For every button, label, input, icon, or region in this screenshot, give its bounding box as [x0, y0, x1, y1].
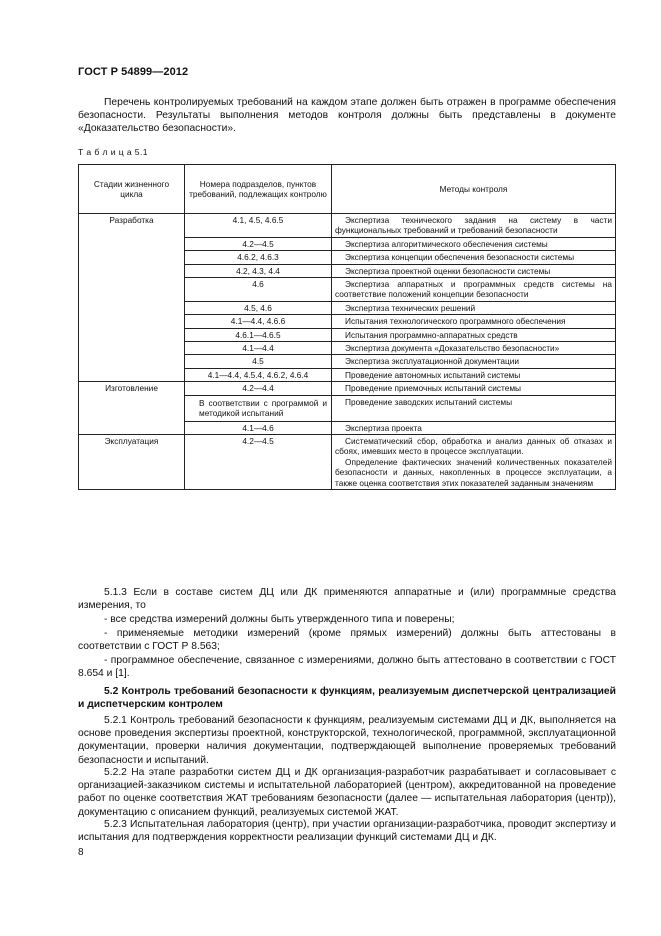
method-cell [332, 355, 616, 368]
stage-cell [79, 278, 185, 302]
page-number: 8 [78, 847, 84, 858]
items-cell: 4.1—4.4 [185, 342, 332, 355]
stage-cell [79, 251, 185, 264]
table-row [79, 301, 616, 314]
items-cell: 4.1—4.4, 4.6.6 [185, 315, 332, 328]
stage-cell [79, 342, 185, 355]
table-row [79, 278, 616, 302]
section-5-2-title: 5.2 Контроль требований безопасности к функциям, реализуемым диспетчерской централизацией и диспетчерским контролем [78, 686, 616, 711]
paragraph-5-2-2: 5.2.2 На этапе разработки систем ДЦ и ДК организация-разработчик разрабатывает и согласовывает с организацией-заказчиком системы и испытательной лабораторией (центром), аккредитованной на проведение работ по оценке соответствия ЖАТ требованиям безопасности (далее — испытательная лаборатория (центр)), документацию с описанием функций, реализуемых системой ЖАТ. [78, 767, 616, 818]
table-row [79, 315, 616, 328]
paragraph-5-2-3: 5.2.3 Испытательная лаборатория (центр), при участии организации-разработчика, проводит экспертизу и испытания для подтверждения корректности реализации функций системами ДЦ и ДК. [78, 819, 616, 844]
stage-cell [79, 368, 185, 381]
bullet-measurement-methods: - применяемые методики измерений (кроме прямых измерений) должны быть аттестованы в соответствии с ГОСТ Р 8.563; [78, 628, 616, 653]
stage-cell: Эксплуатация [79, 434, 185, 489]
stage-cell [79, 237, 185, 250]
items-cell: 4.5, 4.6 [185, 301, 332, 314]
items-cell: 4.1, 4.5, 4.6.5 [185, 214, 332, 238]
items-cell: 4.2—4.4 [185, 382, 332, 395]
method-cell [332, 264, 616, 277]
method-text: Экспертиза алгоритмического обеспечения системы [345, 238, 548, 249]
method-text: Экспертиза технического задания на систему в части функциональных требований и требований безопасности [335, 215, 612, 236]
table-row [79, 342, 616, 355]
stage-cell [79, 395, 185, 421]
table-row [79, 214, 616, 238]
table-row [79, 421, 616, 434]
paragraph-5-2-1: 5.2.1 Контроль требований безопасности к функциям, реализуемым системами ДЦ и ДК, выполняется на основе проведения экспертизы проектной, конструкторской, технологической, программной, эксплуатационной документации, проверки наличия документации, подтверждающей выполнение проверяемых требований безопасности и испытаний. [78, 715, 616, 766]
method-text: Экспертиза эксплуатационной документации [345, 356, 519, 367]
method-text: Экспертиза концепции обеспечения безопасности системы [345, 252, 575, 263]
table-row [79, 368, 616, 381]
table-row [79, 237, 616, 250]
method-text: Проведение приемочных испытаний системы [345, 383, 521, 394]
intro-paragraph: Перечень контролируемых требований на каждом этапе должен быть отражен в программе обеспечения безопасности. Результаты выполнения методов контроля должны быть представлены в документе «Доказательство безопасности». [78, 97, 616, 135]
items-cell: 4.6.1—4.6.5 [185, 328, 332, 341]
method-text: Испытания программно-аппаратных средств [345, 329, 518, 340]
method-cell [332, 382, 616, 395]
table-row [79, 355, 616, 368]
header-items: Номера подразделов, пунктов требований, подлежащих контролю [185, 165, 332, 214]
method-cell [332, 368, 616, 381]
stage-cell [79, 264, 185, 277]
method-text: Экспертиза проекта [345, 422, 422, 433]
method-cell [332, 421, 616, 434]
items-cell: 4.5 [185, 355, 332, 368]
method-text: Экспертиза проектной оценки безопасности системы [345, 265, 551, 276]
table-caption: Т а б л и ц а 5.1 [78, 147, 148, 157]
items-cell: 4.2—4.5 [185, 237, 332, 250]
requirements-table [78, 164, 616, 490]
stage-cell: Разработка [79, 214, 185, 238]
table-row [79, 382, 616, 395]
method-cell [332, 251, 616, 264]
method-cell [332, 342, 616, 355]
stage-cell [79, 315, 185, 328]
table-row [79, 328, 616, 341]
items-cell: 4.6.2, 4.6.3 [185, 251, 332, 264]
method-cell [332, 315, 616, 328]
method-text: Систематический сбор, обработка и анализ данных об отказах и сбоях, имевших место в процессе эксплуатации. [335, 435, 612, 457]
method-cell [332, 301, 616, 314]
stage-cell [79, 301, 185, 314]
method-cell [332, 278, 616, 302]
method-cell [332, 237, 616, 250]
header-stage: Стадии жизненного цикла [79, 165, 185, 214]
items-cell: 4.2, 4.3, 4.4 [185, 264, 332, 277]
method-text: Проведение заводских испытаний системы [345, 396, 513, 407]
method-cell [332, 328, 616, 341]
method-text-continued: Определение фактических значений количественных показателей безопасности и данных, накопленных в процессе эксплуатации, а также оценка соответствия этих показателей заданным значениям [335, 456, 612, 488]
stage-cell: Изготовление [79, 382, 185, 395]
table-row [79, 264, 616, 277]
method-text: Экспертиза документа «Доказательство безопасности» [345, 343, 560, 354]
bullet-measuring-instruments: - все средства измерений должны быть утвержденного типа и поверены; [104, 614, 455, 625]
method-cell [332, 395, 616, 421]
table-row [79, 251, 616, 264]
items-cell: 4.2—4.5 [185, 434, 332, 489]
header-methods: Методы контроля [332, 165, 616, 214]
table-row [79, 434, 616, 489]
method-text: Экспертиза аппаратных и программных средств системы на соответствие положений концепции безопасности [335, 279, 612, 300]
items-cell: 4.1—4.4, 4.5.4, 4.6.2, 4.6.4 [185, 368, 332, 381]
items-cell: 4.1—4.6 [185, 421, 332, 434]
bullet-software: - программное обеспечение, связанное с измерениями, должно быть аттестовано в соответствии с ГОСТ 8.654 и [1]. [78, 655, 616, 680]
stage-cell [79, 355, 185, 368]
stage-cell [79, 421, 185, 434]
paragraph-5-1-3: 5.1.3 Если в составе систем ДЦ или ДК применяются аппаратные и (или) программные средства измерения, то [78, 587, 616, 612]
stage-cell [79, 328, 185, 341]
document-header: ГОСТ Р 54899—2012 [78, 66, 189, 78]
items-cell: 4.6 [185, 278, 332, 302]
method-text: Испытания технологического программного обеспечения [345, 316, 566, 327]
method-cell [332, 214, 616, 238]
method-cell [332, 434, 616, 489]
method-text: Экспертиза технических решений [345, 302, 476, 313]
table-row [79, 395, 616, 421]
method-text: Проведение автономных испытаний системы [345, 369, 521, 380]
table-header-row [79, 165, 616, 214]
items-cell: В соответствии с программой и методикой испытаний [185, 395, 332, 421]
